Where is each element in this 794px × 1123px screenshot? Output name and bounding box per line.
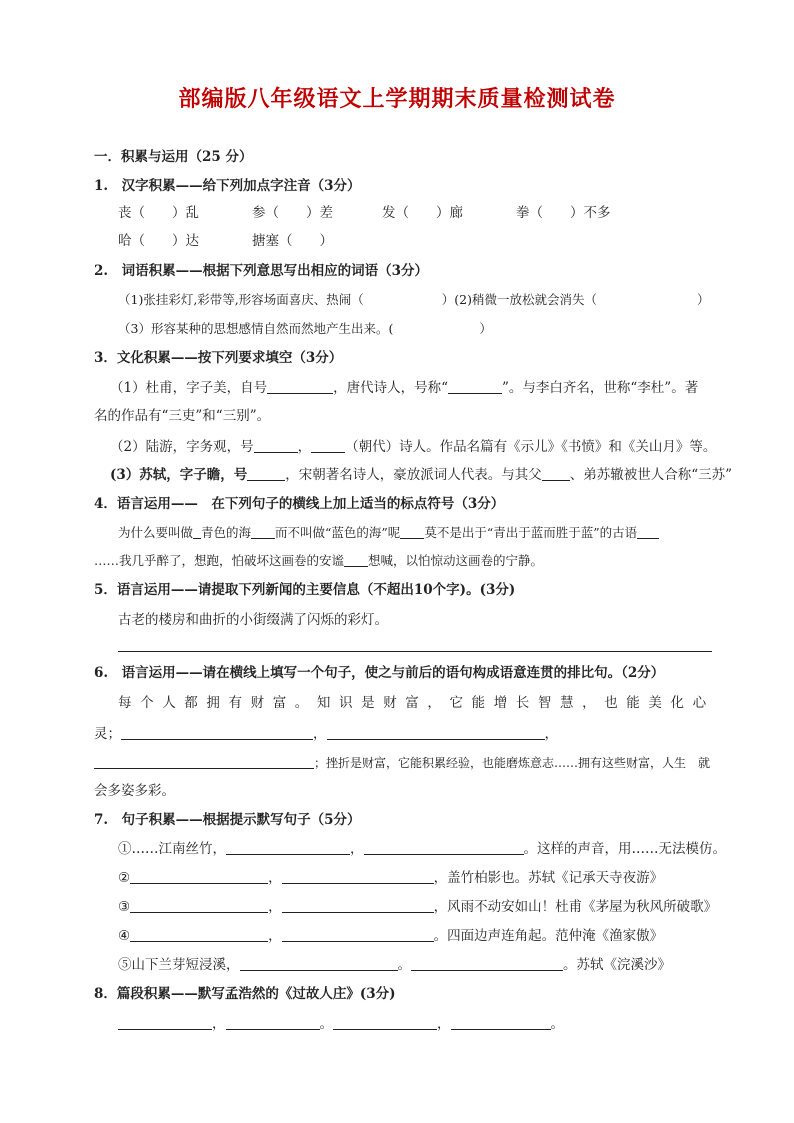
q2-item-1: （1)张挂彩灯,彩带等,形容场面喜庆、热闹（ xyxy=(118,292,364,307)
answer-blank[interactable] xyxy=(344,552,368,567)
answer-blank[interactable] xyxy=(251,524,275,539)
q7-line-1 xyxy=(118,840,726,858)
q6-line-4: 会多姿多彩。 xyxy=(94,783,175,799)
answer-blank[interactable] xyxy=(637,524,659,539)
q7-text: ， xyxy=(268,928,282,944)
q1-item-2: 参（ ）差 xyxy=(252,205,333,221)
q7-text: ③ xyxy=(118,899,131,915)
q6-text: ， xyxy=(544,726,558,742)
q6-line-2 xyxy=(94,725,558,743)
q7-text: ，风雨不动安如山！杜甫《茅屋为秋风所破歌》 xyxy=(433,899,718,915)
q3-line-4 xyxy=(110,466,732,484)
q7-line-4 xyxy=(118,927,663,945)
q6-text: ， xyxy=(313,726,327,742)
q3-text: （朝代）诗人。作品名篇有《示儿》《书愤》和《关山月》等。 xyxy=(345,439,717,455)
q3-text: ，宋朝著名诗人，豪放派词人代表。与其父 xyxy=(285,467,542,483)
question-3-heading: 3．文化积累——按下列要求填空（3分） xyxy=(94,350,343,366)
q3-text: 、弟苏辙被世人合称“三苏” xyxy=(569,467,733,483)
q2-line-1 xyxy=(118,291,710,309)
answer-line[interactable] xyxy=(118,651,712,652)
question-8-heading: 8．篇段积累——默写孟浩然的《过故人庄》(3分) xyxy=(94,986,396,1002)
q6-text: 灵； xyxy=(94,726,121,742)
q7-text: 。 xyxy=(397,957,411,973)
q7-text: ② xyxy=(118,870,131,886)
q8-text: 。 xyxy=(319,1016,333,1032)
q7-line-5 xyxy=(118,956,671,974)
q3-line-2: 名的作品有“三吏”和“三别”。 xyxy=(94,408,271,424)
answer-blank[interactable] xyxy=(451,1015,551,1030)
question-7-heading: 7. 句子积累——根据提示默写句子（5分） xyxy=(94,812,361,828)
q7-text: 。这样的声音，用……无法模仿。 xyxy=(523,841,726,857)
q7-text: ⑤山下兰芽短浸溪， xyxy=(118,957,240,973)
q8-text: ， xyxy=(437,1016,451,1032)
answer-blank[interactable] xyxy=(267,379,333,394)
q3-line-3 xyxy=(110,438,716,456)
q3-text: （2）陆游，字务观，号 xyxy=(110,439,254,455)
answer-blank[interactable] xyxy=(400,524,424,539)
q2-item-3: （3）形容某种的思想感情自然而然地产生出来。( xyxy=(118,321,394,336)
answer-blank[interactable] xyxy=(94,754,314,769)
q2-close-2: ） xyxy=(479,321,492,336)
question-6-heading: 6. 语言运用——请在横线上填写一个句子，使之与前后的语句构成语意连贯的排比句。（2分） xyxy=(94,665,665,681)
q4-text: 想喊，以怕惊动这画卷的宁静。 xyxy=(368,553,544,568)
q3-text: (3）苏轼，字子瞻，号 xyxy=(110,467,248,483)
section-heading: 一．积累与运用（25 分） xyxy=(94,149,253,165)
q1-item-6: 搪塞（ ） xyxy=(252,233,333,249)
q7-line-3 xyxy=(118,898,717,916)
answer-blank[interactable] xyxy=(193,524,201,539)
exam-title: 部编版八年级语文上学期期末质量检测试卷 xyxy=(178,87,616,112)
q6-text: ；挫折是财富，它能积累经验，也能磨炼意志……拥有这些财富，人生 就 xyxy=(314,756,711,770)
q4-text: 莫不是出于“青出于蓝而胜于蓝”的古语 xyxy=(424,525,638,540)
q4-text: 为什么要叫做 xyxy=(118,525,194,540)
q6-line-3 xyxy=(94,754,710,772)
answer-blank[interactable] xyxy=(240,956,398,971)
q1-item-3: 发（ ）廊 xyxy=(382,205,463,221)
q3-text: ，唐代诗人，号称“ xyxy=(333,380,448,396)
answer-blank[interactable] xyxy=(121,725,313,740)
answer-blank[interactable] xyxy=(364,840,524,855)
question-2-heading: 2. 词语积累——根据下列意思写出相应的词语（3分） xyxy=(94,263,428,279)
answer-blank[interactable] xyxy=(254,438,298,453)
q4-text: 而不叫做“蓝色的海”呢 xyxy=(275,525,401,540)
answer-blank[interactable] xyxy=(226,840,350,855)
q7-text: 。苏轼《浣溪沙》 xyxy=(563,957,671,973)
q7-text: ①……江南丝竹， xyxy=(118,841,226,857)
q7-text: 。四面边声连角起。范仲淹《渔家傲》 xyxy=(433,928,664,944)
answer-blank[interactable] xyxy=(130,869,268,884)
answer-blank[interactable] xyxy=(333,1015,437,1030)
q5-body: 古老的楼房和曲折的小街缀满了闪烁的彩灯。 xyxy=(118,612,388,628)
answer-blank[interactable] xyxy=(226,1015,320,1030)
q1-item-4: 拳（ ）不多 xyxy=(516,205,611,221)
q4-line-2 xyxy=(94,552,543,570)
answer-blank[interactable] xyxy=(130,927,268,942)
q3-text: ， xyxy=(297,439,312,455)
q2-close: ） xyxy=(697,292,710,307)
answer-blank[interactable] xyxy=(247,466,285,481)
answer-blank[interactable] xyxy=(282,898,434,913)
answer-blank[interactable] xyxy=(311,438,345,453)
q7-line-2 xyxy=(118,869,663,887)
answer-blank[interactable] xyxy=(282,869,434,884)
q7-text: ，盖竹柏影也。苏轼《记承天寺夜游》 xyxy=(433,870,664,886)
q3-line-1 xyxy=(110,379,698,397)
q7-text: ， xyxy=(268,899,282,915)
question-4-heading: 4．语言运用—— 在下列句子的横线上加上适当的标点符号（3分） xyxy=(94,496,505,512)
q3-text: ”。与李白齐名，世称“李杜”。著 xyxy=(502,380,699,396)
q8-text: 。 xyxy=(550,1016,564,1032)
answer-blank[interactable] xyxy=(327,725,545,740)
q4-line-1 xyxy=(118,524,659,542)
q1-item-1: 丧（ ）乱 xyxy=(118,205,199,221)
answer-blank[interactable] xyxy=(282,927,434,942)
answer-blank[interactable] xyxy=(118,1015,212,1030)
question-1-heading: 1. 汉字积累——给下列加点字注音（3分） xyxy=(94,178,361,194)
q8-line xyxy=(118,1015,564,1033)
question-5-heading: 5．语言运用——请提取下列新闻的主要信息（不超出10个字)。(3分) xyxy=(94,582,516,598)
q4-text: 青色的海 xyxy=(201,525,252,540)
q3-text: （1）杜甫，字子美，自号 xyxy=(110,380,268,396)
q2-line-2 xyxy=(118,320,492,338)
answer-blank[interactable] xyxy=(411,956,563,971)
q4-text: ……我几乎醉了，想跑，怕破坏这画卷的安谧 xyxy=(94,553,345,568)
q1-item-5: 哈（ ）达 xyxy=(118,233,199,249)
answer-blank[interactable] xyxy=(448,379,502,394)
q7-text: ④ xyxy=(118,928,131,944)
answer-blank[interactable] xyxy=(542,466,570,481)
q7-text: ， xyxy=(268,870,282,886)
answer-blank[interactable] xyxy=(130,898,268,913)
q8-text: ， xyxy=(212,1016,226,1032)
q2-item-2: ）(2)稍微一放松就会消失（ xyxy=(441,292,597,307)
q7-text: ， xyxy=(350,841,364,857)
q6-line-1: 每个人都拥有财富。知识是财富，它能增长智慧，也能美化心 xyxy=(118,695,715,711)
